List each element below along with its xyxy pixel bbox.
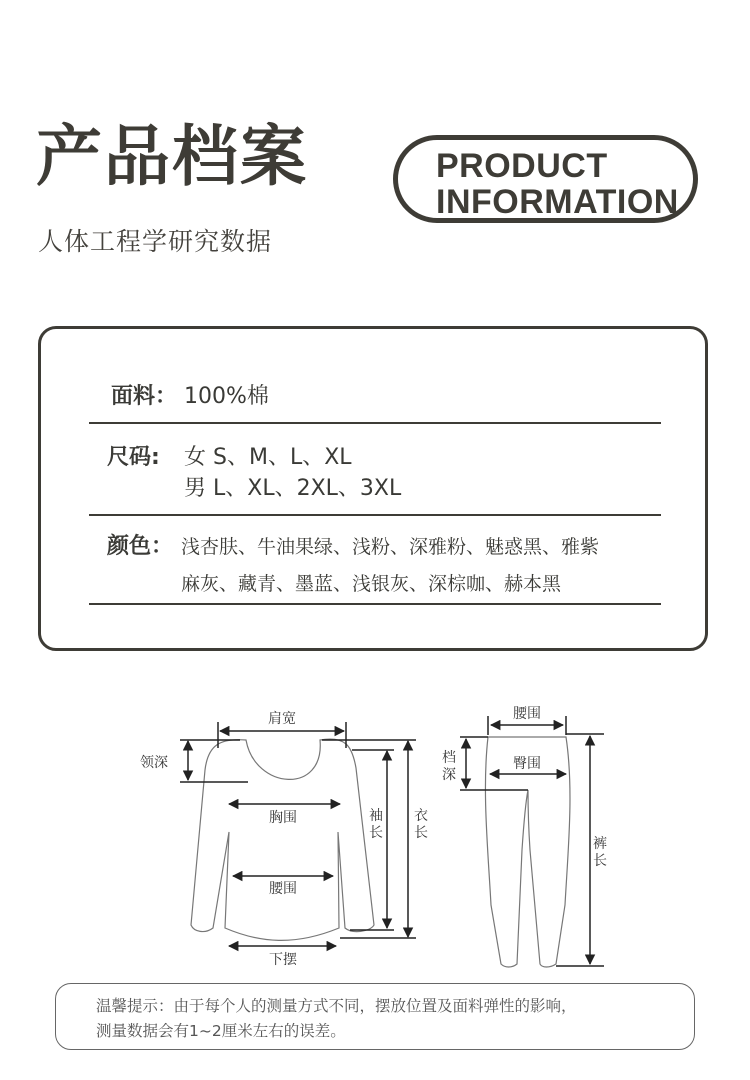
page-subtitle: 人体工程学研究数据: [38, 227, 273, 256]
top-garment-outline: [191, 739, 374, 940]
fabric-label: 面料：: [111, 384, 178, 409]
shoulder-width-label: 肩宽: [268, 711, 296, 727]
pants-waist-label: 腰围: [513, 706, 541, 722]
rise-label-1: 档: [442, 750, 456, 766]
badge-line-product: PRODUCT: [436, 147, 608, 185]
fabric-value: 100%棉: [184, 384, 269, 409]
color-label: 颜色：: [107, 534, 174, 559]
notice-line-1: 温馨提示：由于每个人的测量方式不同，摆放位置及面料弹性的影响，: [96, 997, 577, 1015]
rise-label-2: 深: [442, 767, 456, 783]
waist-label: 腰围: [269, 881, 297, 897]
hem-label: 下摆: [269, 952, 297, 968]
size-label: 尺码:: [107, 445, 160, 470]
pants-length-label-1: 裤: [593, 836, 607, 852]
garment-length-label-1: 衣: [414, 808, 428, 824]
notice-line-2: 测量数据会有1~2厘米左右的误差。: [96, 1022, 346, 1040]
neck-depth-label: 领深: [140, 755, 168, 771]
pants-length-label-2: 长: [593, 853, 607, 869]
size-female-value: 女 S、M、L、XL: [184, 445, 352, 470]
garment-length-label-2: 长: [414, 825, 428, 841]
colors-line-1: 浅杏肤、牛油果绿、浅粉、深雅粉、魅惑黑、雅紫: [181, 536, 600, 558]
sleeve-length-label-1: 袖: [369, 808, 383, 824]
size-male-value: 男 L、XL、2XL、3XL: [184, 476, 402, 501]
badge-line-information: INFORMATION: [436, 183, 679, 221]
sleeve-length-label-2: 长: [369, 825, 383, 841]
colors-line-2: 麻灰、藏青、墨蓝、浅银灰、深棕咖、赫本黑: [181, 573, 562, 595]
page-title: 产品档案: [36, 118, 308, 195]
measurement-notice: [55, 983, 695, 1050]
chest-label: 胸围: [269, 810, 297, 826]
hip-label: 臀围: [513, 756, 541, 772]
